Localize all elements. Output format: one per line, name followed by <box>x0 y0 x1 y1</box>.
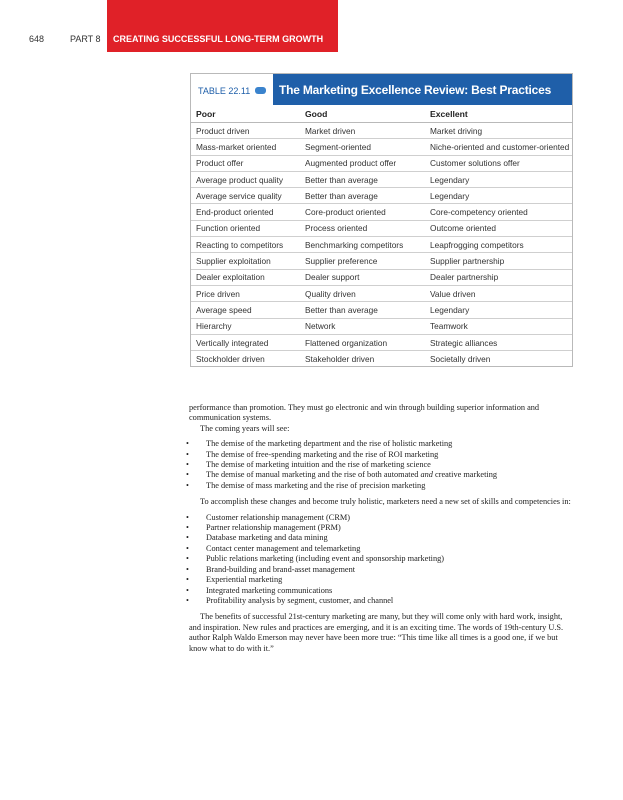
table-cell: Core-product oriented <box>300 204 425 220</box>
paragraph-4: The benefits of successful 21st-century marketing are many, but they will come only with hard work, insight, and inspiration. New rules and practices are emerging, and it is an exciting time. The words of 19th-century U.S. author Ralph Waldo Emerson may never have been more true: “This time like all times is a good one, if we but know what to do with it.” <box>189 612 564 653</box>
table-cell: Flattened organization <box>300 334 425 350</box>
table-row <box>191 318 572 334</box>
table-row <box>191 155 572 171</box>
table-cell: Leapfrogging competitors <box>425 237 572 253</box>
list-item: • Public relations marketing (including event and sponsorship marketing) <box>189 554 574 564</box>
table-cell: Average product quality <box>191 171 300 187</box>
table-cell: Outcome oriented <box>425 220 572 236</box>
table-cell: Better than average <box>300 302 425 318</box>
table-cell: Market driving <box>425 123 572 139</box>
table-row <box>191 123 572 139</box>
list-item: • Experiential marketing <box>189 575 574 585</box>
table-cell: Core-competency oriented <box>425 204 572 220</box>
list-item: • The demise of marketing intuition and the rise of marketing science <box>189 460 574 470</box>
table-cell: Average speed <box>191 302 300 318</box>
table-cell: Network <box>300 318 425 334</box>
table-cell: Reacting to competitors <box>191 237 300 253</box>
table-row <box>191 253 572 269</box>
list-item: • Brand-building and brand-asset management <box>189 565 574 575</box>
paragraph-1: performance than promotion. They must go electronic and win through building superior information and communication systems. <box>189 403 540 423</box>
table-cell: Better than average <box>300 188 425 204</box>
table-cell: Average service quality <box>191 188 300 204</box>
table-cell: Function oriented <box>191 220 300 236</box>
table-title: The Marketing Excellence Review: Best Practices <box>279 83 552 97</box>
table-cell: Societally driven <box>430 353 491 364</box>
table-row <box>191 188 572 204</box>
table-row <box>191 220 572 236</box>
list-item-text: creative marketing <box>432 470 497 480</box>
table-cell: Teamwork <box>425 318 572 334</box>
column-header-good: Good <box>300 105 425 123</box>
table-row <box>191 285 572 301</box>
table-cell: Dealer exploitation <box>191 269 300 285</box>
table-cell: Vertically integrated <box>191 334 300 350</box>
table-cell: Process oriented <box>300 220 425 236</box>
table-label-box <box>191 74 273 105</box>
demise-list <box>189 439 574 491</box>
list-item: • Partner relationship management (PRM) <box>189 523 574 533</box>
list-item: • Customer relationship management (CRM) <box>189 513 574 523</box>
table-cell: Hierarchy <box>191 318 300 334</box>
table-cell: Quality driven <box>300 285 425 301</box>
list-item: • Contact center management and telemarketing <box>189 544 574 554</box>
table-cell: Dealer partnership <box>425 269 572 285</box>
table-cell: Price driven <box>191 285 300 301</box>
table-cell: Segment-oriented <box>300 139 425 155</box>
paragraph-2: The coming years will see: <box>200 423 290 433</box>
best-practices-table <box>190 73 573 367</box>
table-cell: Mass-market oriented <box>191 139 300 155</box>
table-cell: Dealer support <box>300 269 425 285</box>
table-row <box>191 302 572 318</box>
table-cell: Customer solutions offer <box>425 155 572 171</box>
list-item: • The demise of the marketing department and the rise of holistic marketing <box>189 439 574 449</box>
table-cell: Niche-oriented and customer-oriented <box>425 139 572 155</box>
paragraph-3: To accomplish these changes and become truly holistic, marketers need a new set of skills and competencies in: <box>200 497 571 507</box>
section-title: CREATING SUCCESSFUL LONG-TERM GROWTH <box>113 34 324 44</box>
table-cell: Supplier exploitation <box>191 253 300 269</box>
list-item: • The demise of mass marketing and the rise of precision marketing <box>189 481 574 491</box>
table-cell: Better than average <box>300 171 425 187</box>
column-header-row <box>191 105 572 123</box>
part-label: PART 8 <box>70 34 101 44</box>
section-banner <box>107 0 338 52</box>
table-row <box>191 351 572 367</box>
table-row <box>191 334 572 350</box>
list-item-emphasis: and <box>420 470 433 480</box>
table-cell: Legendary <box>425 188 572 204</box>
list-item-text: The demise of manual marketing and the rise of both automated <box>206 470 421 480</box>
table-cell: Benchmarking competitors <box>300 237 425 253</box>
table-cell: Stakeholder driven <box>305 353 375 364</box>
list-item: • Integrated marketing communications <box>189 586 574 596</box>
table-cell: Product driven <box>191 123 300 139</box>
list-item <box>189 470 574 480</box>
table-cell: Product offer <box>191 155 300 171</box>
table-row <box>191 171 572 187</box>
table-cell: Market driven <box>300 123 425 139</box>
practices-grid <box>191 105 572 366</box>
table-cell: End-product oriented <box>191 204 300 220</box>
page-header <box>0 0 623 52</box>
table-cell: Stockholder driven <box>196 353 265 364</box>
list-item: • Profitability analysis by segment, customer, and channel <box>189 596 574 606</box>
page-number: 648 <box>29 34 45 44</box>
table-label: TABLE 22.11 <box>198 86 251 96</box>
table-row <box>191 204 572 220</box>
table-cell: Value driven <box>425 285 572 301</box>
table-header <box>191 74 572 105</box>
table-cell: Supplier partnership <box>425 253 572 269</box>
table-cell: Strategic alliances <box>425 334 572 350</box>
column-header-excellent: Excellent <box>425 105 572 123</box>
table-cell: Augmented product offer <box>300 155 425 171</box>
table-cell: Supplier preference <box>300 253 425 269</box>
table-row <box>191 237 572 253</box>
table-cell: Legendary <box>425 302 572 318</box>
table-title-bar <box>273 74 572 105</box>
table-row <box>191 139 572 155</box>
table-tab-icon <box>255 87 266 94</box>
table-cell: Legendary <box>425 171 572 187</box>
list-item: • The demise of free-spending marketing and the rise of ROI marketing <box>189 450 574 460</box>
list-item: • Database marketing and data mining <box>189 533 574 543</box>
body-text <box>189 403 574 654</box>
column-header-poor: Poor <box>191 105 300 123</box>
table-row <box>191 269 572 285</box>
skills-list <box>189 513 574 607</box>
